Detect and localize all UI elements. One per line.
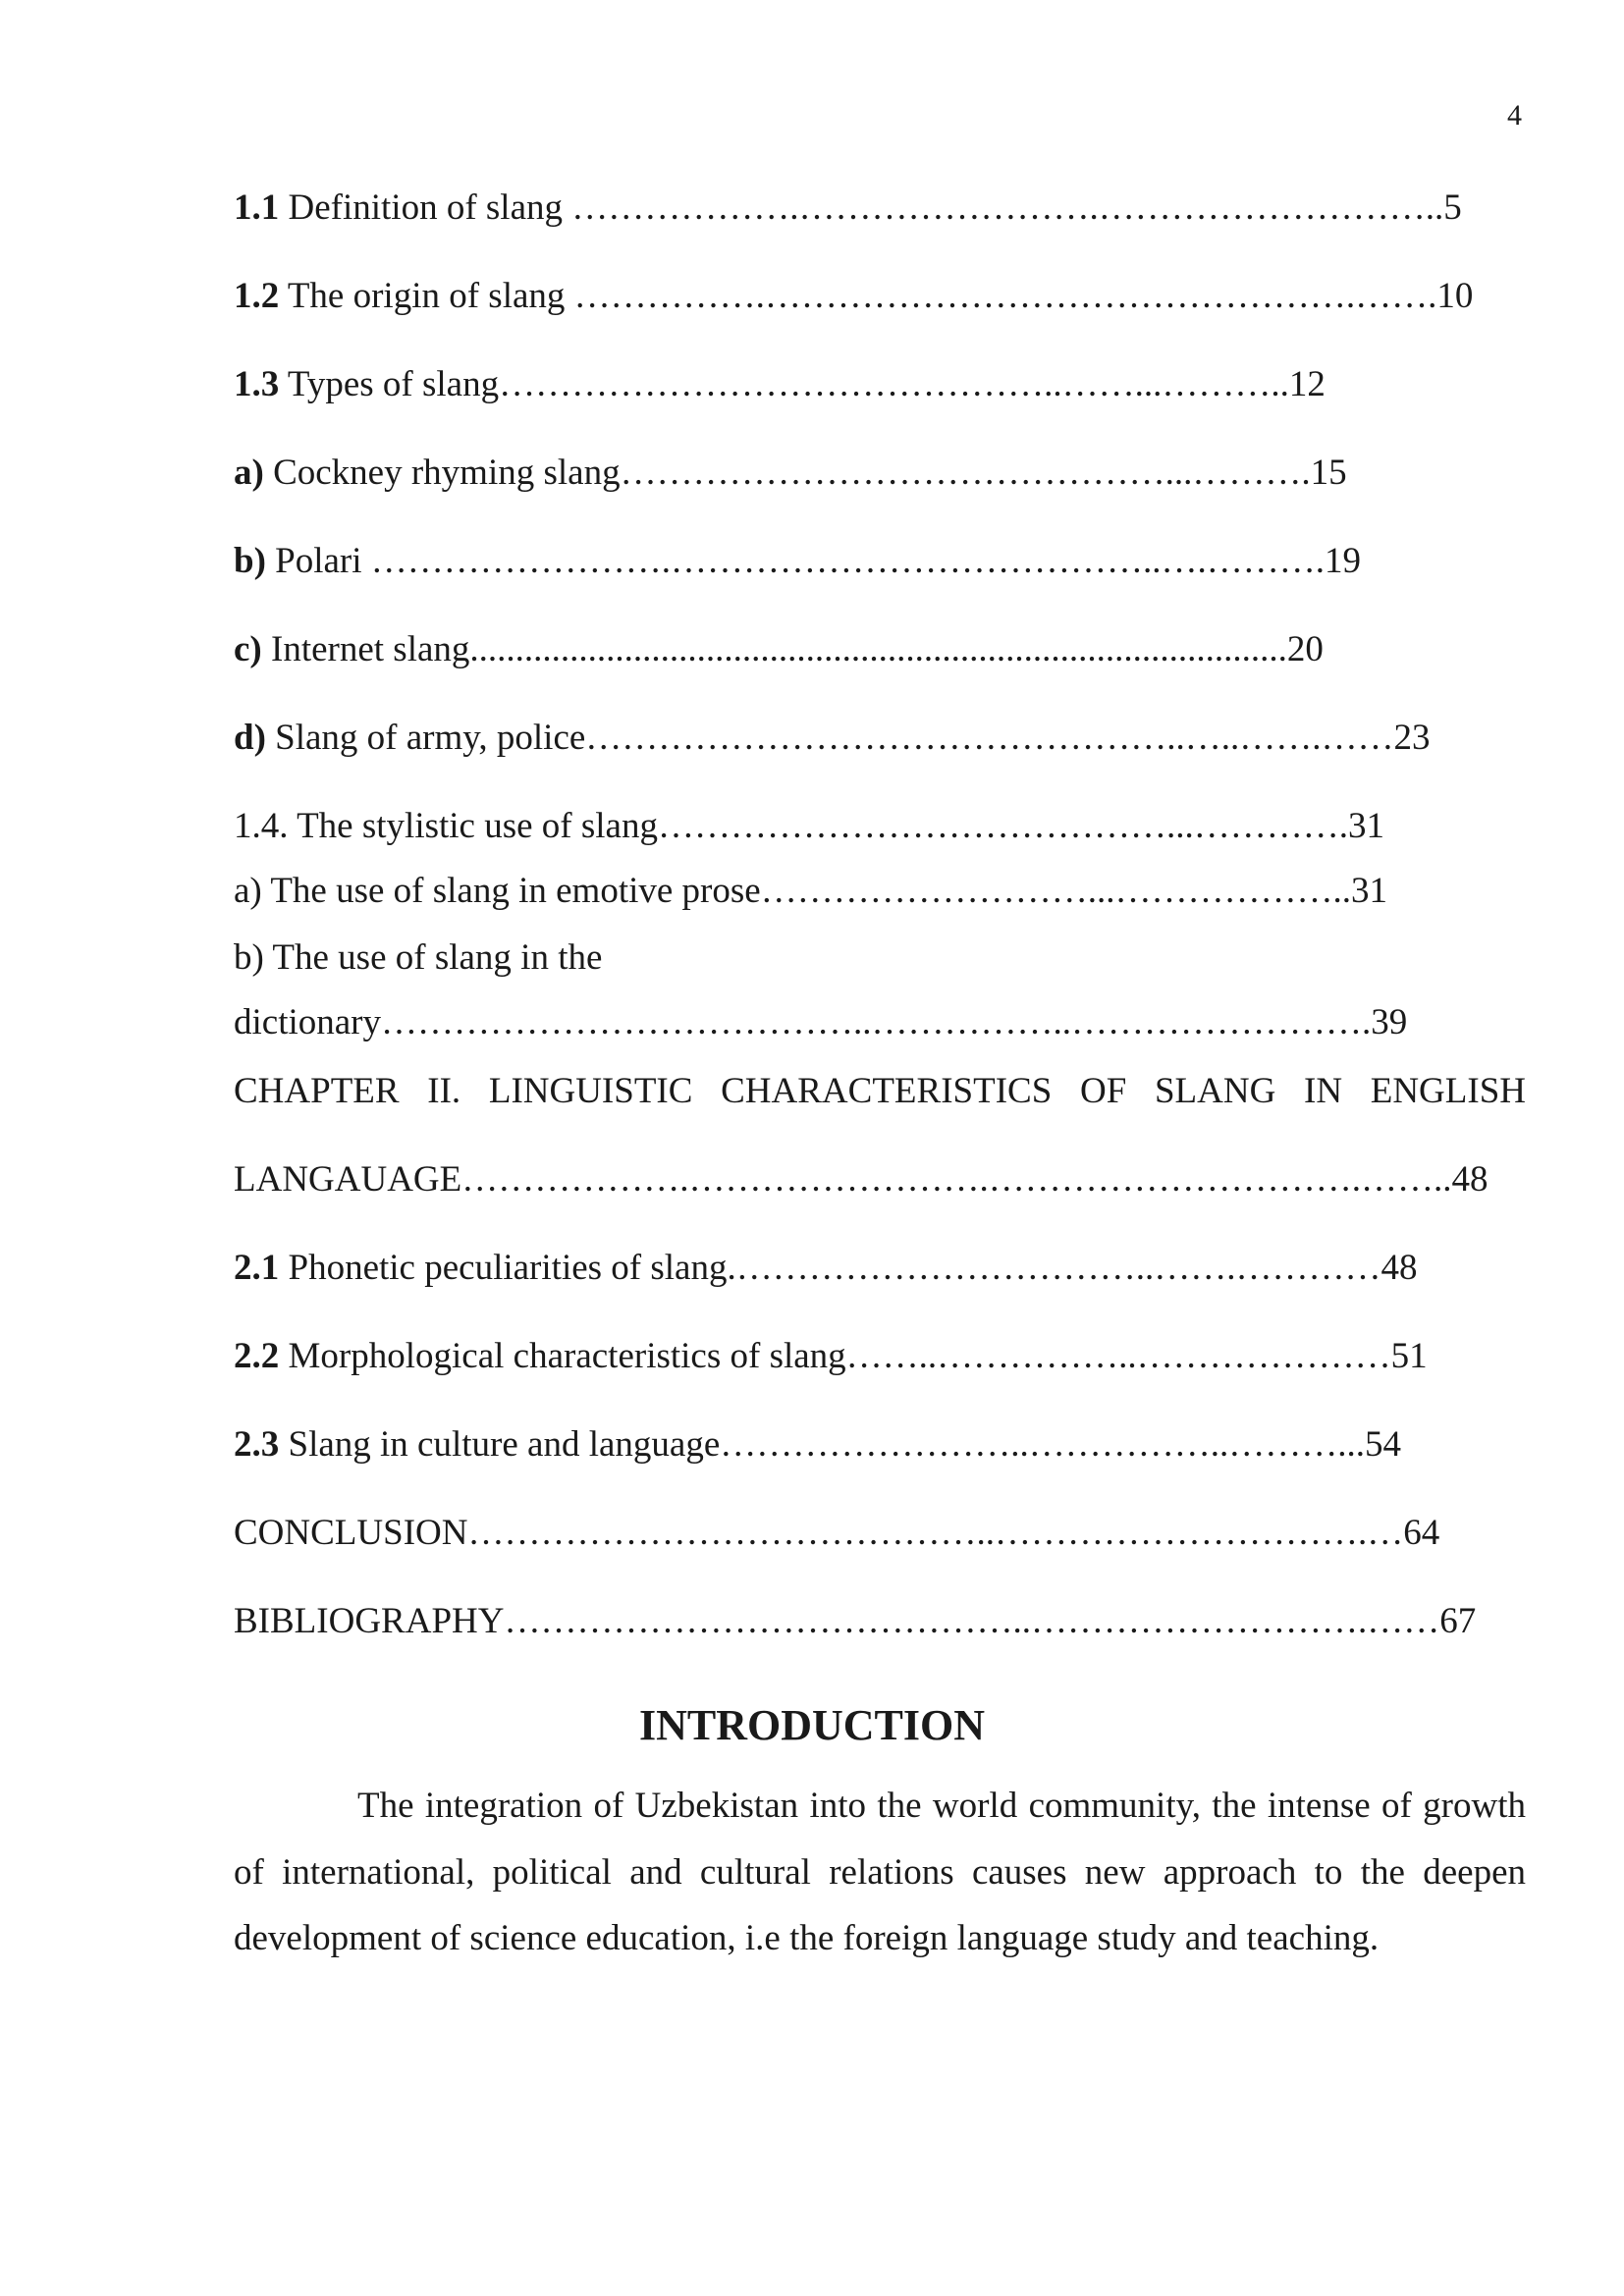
toc-entry-title: Definition of slang <box>279 187 572 228</box>
toc-entry-title: Internet slang <box>261 629 470 669</box>
toc-entry-title: BIBLIOGRAPHY <box>234 1601 505 1641</box>
toc-entry-title: CONCLUSION <box>234 1513 468 1553</box>
toc-entry-title: 1.4. The stylistic use of slang <box>234 806 658 846</box>
toc-entry-leader: ……………………………………..……………………….…… <box>504 1601 1440 1641</box>
toc-entry-leader: …………….………………………………………….……. <box>573 276 1437 316</box>
introduction-heading: INTRODUCTION <box>638 1701 986 1749</box>
toc-entry-number: 2.3 <box>234 1424 280 1465</box>
toc-entry-leader: ………………………………………..……...……….. <box>499 364 1289 404</box>
toc-entry <box>234 936 1526 980</box>
toc-entry <box>234 363 1526 406</box>
toc-entry-leader: ……………….…………………….……………………….. <box>571 187 1444 228</box>
toc-entry <box>234 870 1526 913</box>
toc-entry-number: 1.2 <box>234 276 280 316</box>
toc-entry-leader: ……………………………………..………………………….… <box>467 1513 1404 1553</box>
toc-entry-page: 10 <box>1436 276 1474 316</box>
toc-entry <box>234 1001 1526 1044</box>
toc-entry-leader: …………………….…………………………………..….………. <box>370 541 1326 581</box>
toc-entry-number: 2.1 <box>234 1248 280 1288</box>
toc-entry-title: dictionary <box>234 1002 382 1042</box>
toc-entry <box>234 1247 1526 1290</box>
toc-entry <box>234 805 1526 848</box>
toc-entry-page: 31 <box>1350 871 1387 911</box>
toc-entry-title: Slang of army, police <box>265 718 586 758</box>
toc-entry <box>234 1335 1526 1378</box>
toc-entry-leader: .......................................................................................... <box>469 629 1287 669</box>
toc-entry-page: 51 <box>1390 1336 1428 1376</box>
toc-entry-leader: ……..……………..………………… <box>845 1336 1391 1376</box>
toc-entry-title: Cockney rhyming slang <box>263 453 621 493</box>
toc-entry <box>234 717 1526 760</box>
toc-entry <box>234 452 1526 495</box>
toc-entry-page: 39 <box>1371 1002 1408 1042</box>
introduction-paragraph: The integration of Uzbekistan into the world community, the intense of growth of international, political and cultural relations causes new approach to the deepen development of science education, i.e the foreign language study and teaching. <box>234 1786 1526 1958</box>
toc-entry-number: 2.2 <box>234 1336 280 1376</box>
toc-entry-title: LANGAUAGE <box>234 1159 462 1200</box>
toc-entry <box>234 1600 1526 1643</box>
toc-entry-number: c) <box>234 629 262 669</box>
toc-entry-leader: …………………………………………..…..…….…… <box>585 718 1394 758</box>
toc-entry-page: 15 <box>1310 453 1347 493</box>
page-number: 4 <box>1507 99 1522 132</box>
toc-entry-title: b) The use of slang in the <box>234 937 603 978</box>
toc-entry-page: 31 <box>1347 806 1384 846</box>
toc-entry-page: 12 <box>1288 364 1326 404</box>
toc-entry-leader: ……………………………………...…………. <box>657 806 1348 846</box>
toc-entry-leader: ……………………………..…….………… <box>735 1248 1381 1288</box>
toc-entry-page: 5 <box>1443 187 1462 228</box>
toc-entry-page: 67 <box>1439 1601 1477 1641</box>
toc-entry <box>234 540 1526 583</box>
chapter-heading: CHAPTER II. LINGUISTIC CHARACTERISTICS OF SLANG IN ENGLISH <box>234 1071 1526 1111</box>
toc-entry-page: 20 <box>1286 629 1324 669</box>
toc-entry-title: Morphological characteristics of slang <box>279 1336 846 1376</box>
toc-entry <box>234 1158 1526 1201</box>
toc-entry-title: Slang in culture and language <box>279 1424 721 1465</box>
toc-entry-page: 23 <box>1393 718 1431 758</box>
toc-entry-number: 1.3 <box>234 364 280 404</box>
toc-entry-leader: ……………………..……………..………... <box>720 1424 1366 1465</box>
toc-entry-leader: …………………………………..……………..……………………. <box>381 1002 1372 1042</box>
toc-entry-number: 1.1 <box>234 187 280 228</box>
toc-entry-title: Phonetic peculiarities of slang. <box>279 1248 736 1288</box>
toc-entry <box>234 187 1526 230</box>
toc-entry-leader: ………………………………………...………. <box>620 453 1311 493</box>
toc-entry-number: a) <box>234 453 264 493</box>
toc-entry <box>234 275 1526 318</box>
toc-entry <box>234 628 1526 671</box>
toc-entry-page: 48 <box>1451 1159 1489 1200</box>
toc-entry-number: b) <box>234 541 266 581</box>
toc-entry-page: 48 <box>1380 1248 1418 1288</box>
toc-entry-leader: ………………………...……………….. <box>760 871 1351 911</box>
toc-entry-title: Types of slang <box>279 364 500 404</box>
toc-entry-leader: ……………….…………………….………………………….…….. <box>461 1159 1452 1200</box>
toc-entry-page: 54 <box>1365 1424 1402 1465</box>
toc-entry-title: a) The use of slang in emotive prose <box>234 871 761 911</box>
toc-entry-page: 64 <box>1403 1513 1440 1553</box>
toc-entry-title: The origin of slang <box>279 276 574 316</box>
toc-entry-page: 19 <box>1325 541 1362 581</box>
toc-entry-title: Polari <box>265 541 371 581</box>
toc-entry <box>234 1423 1526 1467</box>
toc-entry-number: d) <box>234 718 266 758</box>
toc-entry <box>234 1512 1526 1555</box>
